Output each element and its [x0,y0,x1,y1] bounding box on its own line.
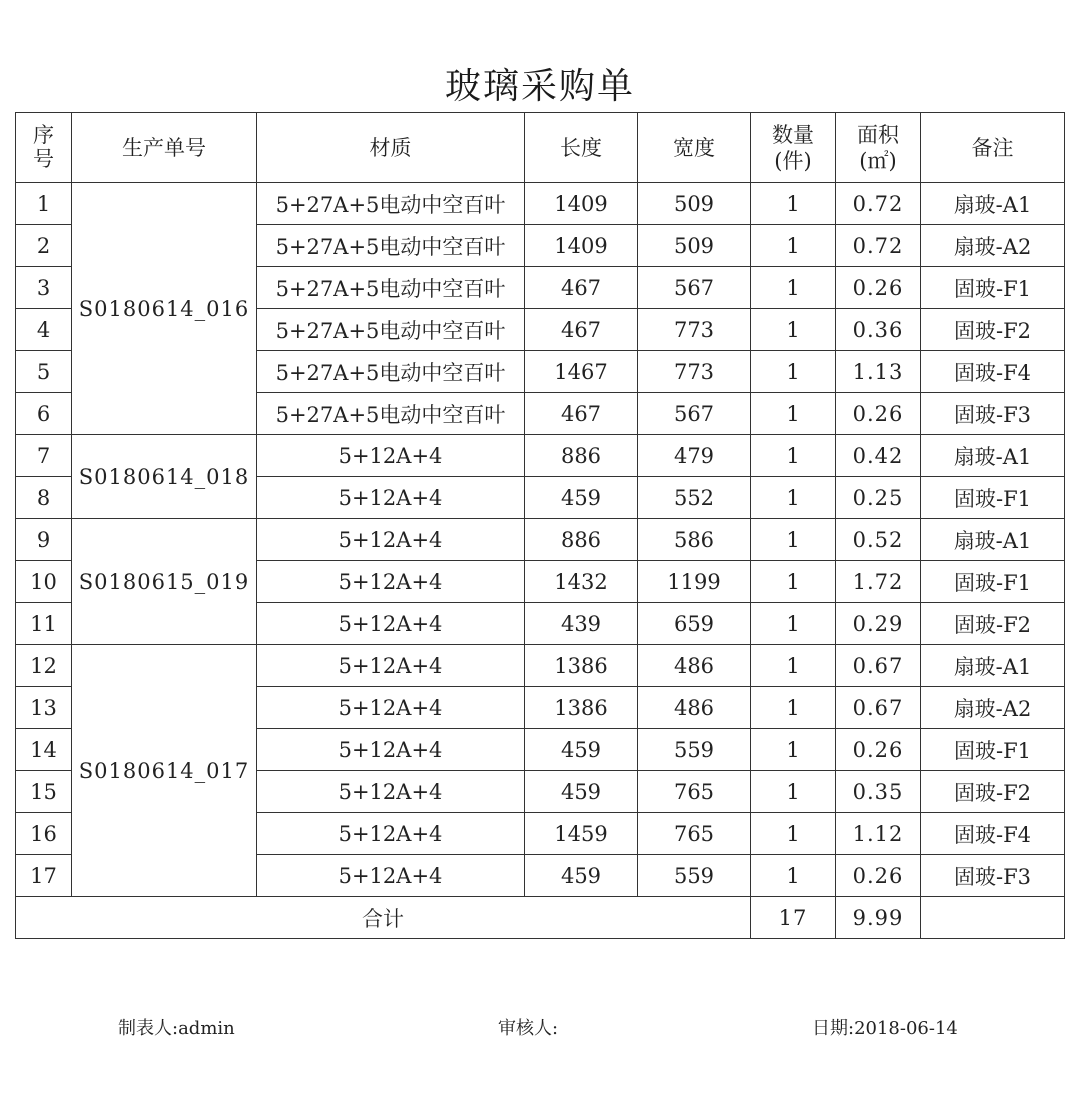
cell-qty: 1 [751,729,836,771]
cell-length: 459 [525,855,638,897]
cell-order-no: S0180614_018 [72,435,257,519]
table-row [16,519,1065,561]
cell-area: 1.72 [836,561,921,603]
cell-note: 扇玻-A2 [921,687,1065,729]
cell-area: 0.72 [836,225,921,267]
cell-seq: 16 [16,813,72,855]
total-note [921,897,1065,939]
cell-seq: 9 [16,519,72,561]
cell-qty: 1 [751,225,836,267]
cell-length: 1467 [525,351,638,393]
cell-seq: 10 [16,561,72,603]
cell-material: 5+12A+4 [257,729,525,771]
cell-note: 固玻-F3 [921,393,1065,435]
cell-area: 0.26 [836,729,921,771]
cell-note: 固玻-F2 [921,603,1065,645]
cell-seq: 4 [16,309,72,351]
header-seq-label: 序号 [33,123,54,171]
total-row [16,897,1065,939]
cell-area: 0.29 [836,603,921,645]
cell-qty: 1 [751,855,836,897]
cell-area: 0.67 [836,687,921,729]
cell-material: 5+27A+5电动中空百叶 [257,351,525,393]
cell-material: 5+27A+5电动中空百叶 [257,309,525,351]
cell-note: 扇玻-A2 [921,225,1065,267]
cell-material: 5+27A+5电动中空百叶 [257,267,525,309]
cell-length: 1386 [525,687,638,729]
cell-length: 459 [525,771,638,813]
header-material: 材质 [257,113,525,183]
cell-length: 459 [525,477,638,519]
reviewer-label: 审核人: [498,1018,559,1039]
cell-material: 5+12A+4 [257,603,525,645]
cell-material: 5+12A+4 [257,813,525,855]
cell-width: 559 [638,729,751,771]
cell-area: 0.72 [836,183,921,225]
page-title: 玻璃采购单 [444,66,635,107]
cell-area: 1.12 [836,813,921,855]
header-order-no: 生产单号 [72,113,257,183]
cell-qty: 1 [751,477,836,519]
cell-width: 567 [638,267,751,309]
cell-width: 1199 [638,561,751,603]
cell-width: 567 [638,393,751,435]
cell-length: 1459 [525,813,638,855]
total-label: 合计 [16,897,751,939]
cell-length: 1432 [525,561,638,603]
cell-note: 固玻-F4 [921,351,1065,393]
cell-note: 扇玻-A1 [921,183,1065,225]
cell-length: 467 [525,393,638,435]
cell-length: 459 [525,729,638,771]
header-seq [16,113,72,183]
total-qty: 17 [751,897,836,939]
cell-area: 0.35 [836,771,921,813]
header-note: 备注 [921,113,1065,183]
cell-length: 1409 [525,225,638,267]
cell-width: 559 [638,855,751,897]
cell-qty: 1 [751,183,836,225]
cell-area: 0.26 [836,855,921,897]
cell-area: 1.13 [836,351,921,393]
cell-length: 886 [525,435,638,477]
cell-length: 1386 [525,645,638,687]
cell-width: 773 [638,351,751,393]
total-area: 9.99 [836,897,921,939]
cell-area: 0.36 [836,309,921,351]
cell-qty: 1 [751,561,836,603]
cell-seq: 2 [16,225,72,267]
cell-area: 0.26 [836,393,921,435]
cell-material: 5+12A+4 [257,561,525,603]
cell-width: 486 [638,687,751,729]
cell-area: 0.42 [836,435,921,477]
cell-qty: 1 [751,813,836,855]
cell-qty: 1 [751,687,836,729]
cell-width: 552 [638,477,751,519]
cell-material: 5+12A+4 [257,645,525,687]
cell-material: 5+12A+4 [257,519,525,561]
cell-area: 0.52 [836,519,921,561]
cell-order-no: S0180614_017 [72,645,257,897]
cell-seq: 3 [16,267,72,309]
cell-note: 扇玻-A1 [921,435,1065,477]
header-qty: 数量 (件) [751,113,836,183]
cell-seq: 15 [16,771,72,813]
cell-length: 886 [525,519,638,561]
cell-width: 765 [638,813,751,855]
cell-material: 5+12A+4 [257,435,525,477]
cell-width: 509 [638,183,751,225]
header-area: 面积 (㎡) [836,113,921,183]
cell-qty: 1 [751,645,836,687]
table-row [16,645,1065,687]
cell-qty: 1 [751,435,836,477]
cell-seq: 17 [16,855,72,897]
cell-material: 5+27A+5电动中空百叶 [257,183,525,225]
cell-note: 固玻-F1 [921,267,1065,309]
cell-seq: 6 [16,393,72,435]
purchase-order-table [15,112,1065,939]
cell-material: 5+12A+4 [257,687,525,729]
cell-seq: 14 [16,729,72,771]
cell-qty: 1 [751,267,836,309]
cell-length: 467 [525,267,638,309]
cell-material: 5+12A+4 [257,771,525,813]
cell-width: 586 [638,519,751,561]
header-width: 宽度 [638,113,751,183]
cell-seq: 8 [16,477,72,519]
cell-note: 固玻-F2 [921,771,1065,813]
cell-width: 773 [638,309,751,351]
cell-material: 5+12A+4 [257,477,525,519]
cell-note: 固玻-F1 [921,561,1065,603]
cell-area: 0.25 [836,477,921,519]
cell-seq: 11 [16,603,72,645]
cell-qty: 1 [751,603,836,645]
table-row [16,435,1065,477]
cell-length: 1409 [525,183,638,225]
cell-area: 0.67 [836,645,921,687]
cell-width: 765 [638,771,751,813]
cell-note: 扇玻-A1 [921,519,1065,561]
cell-seq: 13 [16,687,72,729]
cell-note: 固玻-F2 [921,309,1065,351]
date-label: 日期:2018-06-14 [812,1018,958,1039]
cell-qty: 1 [751,771,836,813]
cell-area: 0.26 [836,267,921,309]
cell-width: 659 [638,603,751,645]
cell-note: 固玻-F1 [921,729,1065,771]
cell-note: 固玻-F3 [921,855,1065,897]
cell-qty: 1 [751,309,836,351]
table-row [16,183,1065,225]
cell-order-no: S0180614_016 [72,183,257,435]
table-header-row [16,113,1065,183]
cell-length: 467 [525,309,638,351]
cell-qty: 1 [751,393,836,435]
header-length: 长度 [525,113,638,183]
table-body [16,183,1065,897]
cell-length: 439 [525,603,638,645]
cell-material: 5+27A+5电动中空百叶 [257,225,525,267]
cell-qty: 1 [751,351,836,393]
cell-note: 固玻-F1 [921,477,1065,519]
cell-width: 479 [638,435,751,477]
cell-seq: 12 [16,645,72,687]
cell-material: 5+27A+5电动中空百叶 [257,393,525,435]
cell-seq: 5 [16,351,72,393]
cell-note: 扇玻-A1 [921,645,1065,687]
cell-material: 5+12A+4 [257,855,525,897]
cell-note: 固玻-F4 [921,813,1065,855]
cell-seq: 7 [16,435,72,477]
preparer-label: 制表人:admin [118,1018,235,1039]
cell-seq: 1 [16,183,72,225]
cell-order-no: S0180615_019 [72,519,257,645]
cell-width: 509 [638,225,751,267]
cell-width: 486 [638,645,751,687]
cell-qty: 1 [751,519,836,561]
